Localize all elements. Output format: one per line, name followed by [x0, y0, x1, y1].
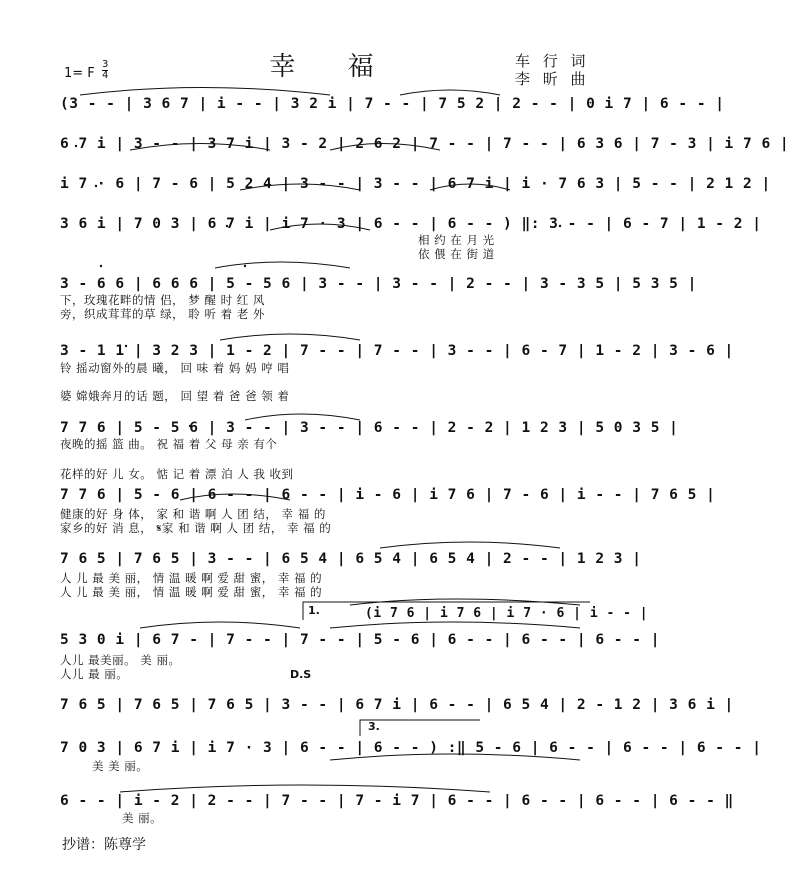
score-row-5: 3 - 6 6 | 6 6 6 | 5 - 5 6 | 3 - - | 3 - - | 2 - - | 3 - 3 5 | 5 3 5 | [60, 276, 697, 292]
lyrics-row-5b: 旁，织成茸茸的草 绿， 聆 听 着 老 外 [60, 307, 265, 321]
lyrics-row-9b: 人 儿 最 美 丽， 情 温 暖 啊 爱 甜 蜜， 幸 福 的 [60, 585, 323, 599]
lyrics-row-10a: 人儿 最美丽。 美 丽。 [60, 653, 181, 667]
key-signature: 1= F [64, 66, 95, 81]
lyrics-row-4b: 依 偎 在 街 道 [418, 247, 495, 261]
score-row-10-upper: (i 7 6 | i 7 6 | i 7 · 6 | i - - | [365, 606, 649, 621]
score-row-13: 6 - - | i - 2 | 2 - - | 7 - - | 7 - i 7 | 6 - - | 6 - - | 6 - - | 6 - - ‖ [60, 793, 734, 809]
lyrics-row-7a: 夜晚的摇 篮 曲。 祝 福 着 父 母 亲 有个 [60, 437, 278, 451]
lyrics-row-7b: 花样的好 儿 女。 惦 记 着 漂 泊 人 我 收到 [60, 467, 294, 481]
volta-1-label: 1. [308, 604, 320, 617]
lyrics-row-5a: 下，玫瑰花畔的情 侣， 梦 醒 时 红 风 [60, 293, 265, 307]
score-row-7: 7 7 6 | 5 - 5 6 | 3 - - | 3 - - | 6 - - | 2 - 2 | 1 2 3 | 5 0 3 5 | [60, 420, 679, 436]
score-row-11: 7 6 5 | 7 6 5 | 7 6 5 | 3 - - | 6 7 i | 6 - - | 6 5 4 | 2 - 1 2 | 3 6 i | [60, 697, 734, 713]
time-signature-bottom: 4 [102, 70, 109, 81]
lyrics-row-6a: 铃 摇动窗外的晨 曦， 回 味 着 妈 妈 哼 唱 [60, 361, 290, 375]
lyrics-row-9a: 人 儿 最 美 丽， 情 温 暖 啊 爱 甜 蜜， 幸 福 的 [60, 571, 323, 585]
lyrics-row-6b: 婆 嫦娥奔月的话 题， 回 望 着 爸 爸 领 着 [60, 389, 290, 403]
score-row-2: 6 7 i | 3 - - | 3 7 i | 3 - 2 | 2 6 2 | 7 - - | 7 - - | 6 3 6 | 7 - 3 | i 7 6 | [60, 136, 789, 152]
transcriber-credit: 抄谱：陈尊学 [62, 837, 146, 853]
lyricist-credit: 车 行 词 [515, 52, 590, 70]
lyrics-row-10b: 人儿 最 丽。 [60, 667, 129, 681]
time-signature-top: 3 [102, 59, 109, 70]
score-row-8: 7 7 6 | 5 - 6 | 6 - - | 6 - - | i - 6 | i 7 6 | 7 - 6 | i - - | 7 6 5 | [60, 487, 716, 503]
score-row-12: 7 0 3 | 6 7 i | i 7 · 3 | 6 - - | 6 - - ) :‖ 5 - 6 | 6 - - | 6 - - | 6 - - | [60, 740, 762, 756]
score-row-4: 3 6 i | 7 0 3 | 6 7 i | i 7 · 3 | 6 - - | 6 - - ) ‖: 3 - - | 6 - 7 | 1 - 2 | [60, 216, 762, 232]
score-row-3: i 7 · 6 | 7 - 6 | 5 2 4 | 3 - - | 3 - - | 6 7 i | i · 7 6 3 | 5 - - | 2 1 2 | [60, 176, 771, 192]
score-row-9: 7 6 5 | 7 6 5 | 3 - - | 6 5 4 | 6 5 4 | 6 5 4 | 2 - - | 1 2 3 | [60, 551, 642, 567]
lyrics-row-4a: 相 约 在 月 光 [418, 233, 495, 247]
lyrics-row-13: 美 丽。 [122, 811, 163, 825]
score-row-10: 5 3 0 i | 6 7 - | 7 - - | 7 - - | 5 - 6 | 6 - - | 6 - - | 6 - - | [60, 632, 660, 648]
volta-3-label: 3. [368, 720, 380, 733]
score-row-6: 3 - 1 1 | 3 2 3 | 1 - 2 | 7 - - | 7 - - | 3 - - | 6 - 7 | 1 - 2 | 3 - 6 | [60, 343, 734, 359]
composer-credit: 李 昕 曲 [515, 70, 590, 88]
song-title: 幸 福 [269, 52, 396, 82]
dal-segno-mark: D.S [290, 668, 312, 681]
score-row-1: (3 - - | 3 6 7 | i - - | 3 2 i | 7 - - | 7 5 2 | 2 - - | 0 i 7 | 6 - - | [60, 96, 725, 112]
lyrics-row-8b: 家乡的好 消 息， 𝄋家 和 谐 啊 人 团 结， 幸 福 的 [60, 521, 332, 535]
lyrics-row-8a: 健康的好 身 体， 家 和 谐 啊 人 团 结， 幸 福 的 [60, 507, 326, 521]
lyrics-row-12: 美 美 丽。 [92, 759, 149, 773]
